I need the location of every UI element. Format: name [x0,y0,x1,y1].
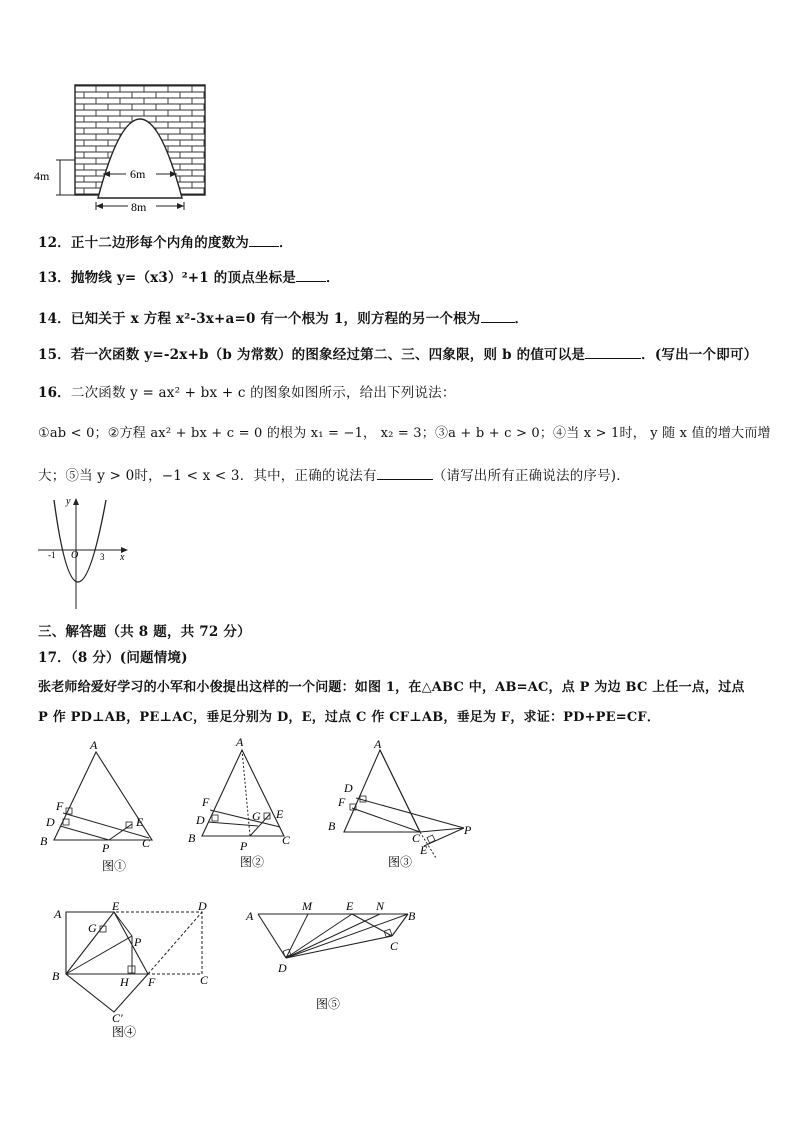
question-14: 14．已知关于 x 方程 x²-3x+a=0 有一个根为 1，则方程的另一个根为 ． [38,311,529,327]
answer-blank-12[interactable] [249,234,279,247]
arch-wall-figure [30,80,220,215]
svg-text:C′: C′ [112,1011,123,1025]
answer-blank-13[interactable] [296,269,326,282]
question-16-statements: ①ab < 0；②方程 ax² + bx + c = 0 的根为 x₁ = −1， x₂ = 3；③a + b + c > 0；④当 x > 1时， y 随 x 值的增大而增 [38,426,771,441]
svg-text:C: C [282,833,291,847]
figure-3-caption: 图③ [388,855,413,869]
question-17-heading: 17．（8 分）(问题情境) [38,650,188,666]
svg-text:F: F [56,799,64,813]
question-15: 15．若一次函数 y=-2x+b（b 为常数）的图象经过第二、三、四象限，则 b 的值可以是 ．(写出一个即可） [38,347,758,363]
answer-blank-15[interactable] [585,346,641,359]
svg-text:E: E [136,815,144,829]
svg-text:C: C [390,939,399,953]
question-16-intro: 16．二次函数 y = ax² + bx + c 的图象如图所示，给出下列说法： [38,385,456,401]
svg-text:C: C [142,836,151,850]
graph-neg1-label: -1 [48,550,56,560]
svg-text:P: P [464,823,472,837]
svg-text:B: B [40,834,48,848]
svg-text:A: A [246,909,254,923]
svg-text:B: B [408,909,416,923]
question-13: 13．抛物线 y=（x3）²+1 的顶点坐标是 ． [38,270,340,286]
svg-text:A: A [54,907,62,921]
figure-5 [244,898,424,1018]
svg-text:D: D [196,813,205,827]
question-17-line1: 张老师给爱好学习的小军和小俊提出这样的一个问题：如图 1，在△ABC 中，AB=AC，点 P 为边 BC 上任一点，过点 [38,680,745,695]
svg-text:E: E [276,807,284,821]
svg-text:P: P [240,839,248,853]
svg-text:E: E [346,899,354,913]
parabola-graph [36,494,136,614]
label-4m: 4m [34,169,50,183]
svg-text:N: N [376,899,385,913]
svg-text:A: A [236,735,244,749]
svg-text:M: M [302,899,312,913]
svg-text:B: B [328,819,336,833]
question-17-line2: P 作 PD⊥AB，PE⊥AC，垂足分别为 D，E，过点 C 作 CF⊥AB，垂足为 F，求证：PD+PE=CF． [38,710,661,725]
figure-4 [48,896,228,1042]
figure-5-caption: 图⑤ [316,997,341,1011]
answer-blank-14[interactable] [481,310,515,323]
question-16-statements-cont: 大；⑤当 y > 0时，−1 < x < 3．其中，正确的说法有 （请写出所有正确说法的序号)． [38,468,630,484]
graph-y-label: y [66,496,71,507]
label-8m: 8m [131,200,147,214]
svg-text:C: C [412,831,421,845]
svg-text:F: F [148,975,156,989]
svg-text:G: G [88,921,97,935]
svg-text:D: D [344,781,353,795]
figure-1 [36,738,166,878]
svg-text:D: D [278,961,287,975]
label-6m: 6m [130,167,146,181]
svg-text:A: A [90,738,98,752]
figure-2 [184,732,304,872]
svg-text:B: B [52,969,60,983]
graph-x-label: x [120,552,125,563]
graph-origin-label: O [71,550,79,561]
figure-3 [324,736,484,876]
graph-3-label: 3 [100,552,105,562]
figure-4-caption: 图④ [112,1025,137,1039]
svg-text:C: C [200,973,209,987]
svg-text:P: P [102,841,110,855]
svg-text:D: D [46,815,55,829]
section-3-title: 三、解答题（共 8 题，共 72 分） [38,624,251,640]
answer-blank-16[interactable] [377,467,433,480]
svg-text:F: F [338,795,346,809]
svg-text:E: E [112,899,120,913]
svg-text:B: B [188,831,196,845]
figure-1-caption: 图① [102,859,127,873]
svg-text:A: A [374,737,382,751]
svg-text:P: P [134,935,142,949]
question-12: 12．正十二边形每个内角的度数为 ． [38,235,293,251]
svg-text:F: F [202,795,210,809]
svg-text:E: E [420,843,428,857]
svg-text:G: G [252,809,261,823]
svg-text:H: H [120,975,129,989]
figure-2-caption: 图② [240,855,265,869]
svg-text:D: D [198,899,207,913]
